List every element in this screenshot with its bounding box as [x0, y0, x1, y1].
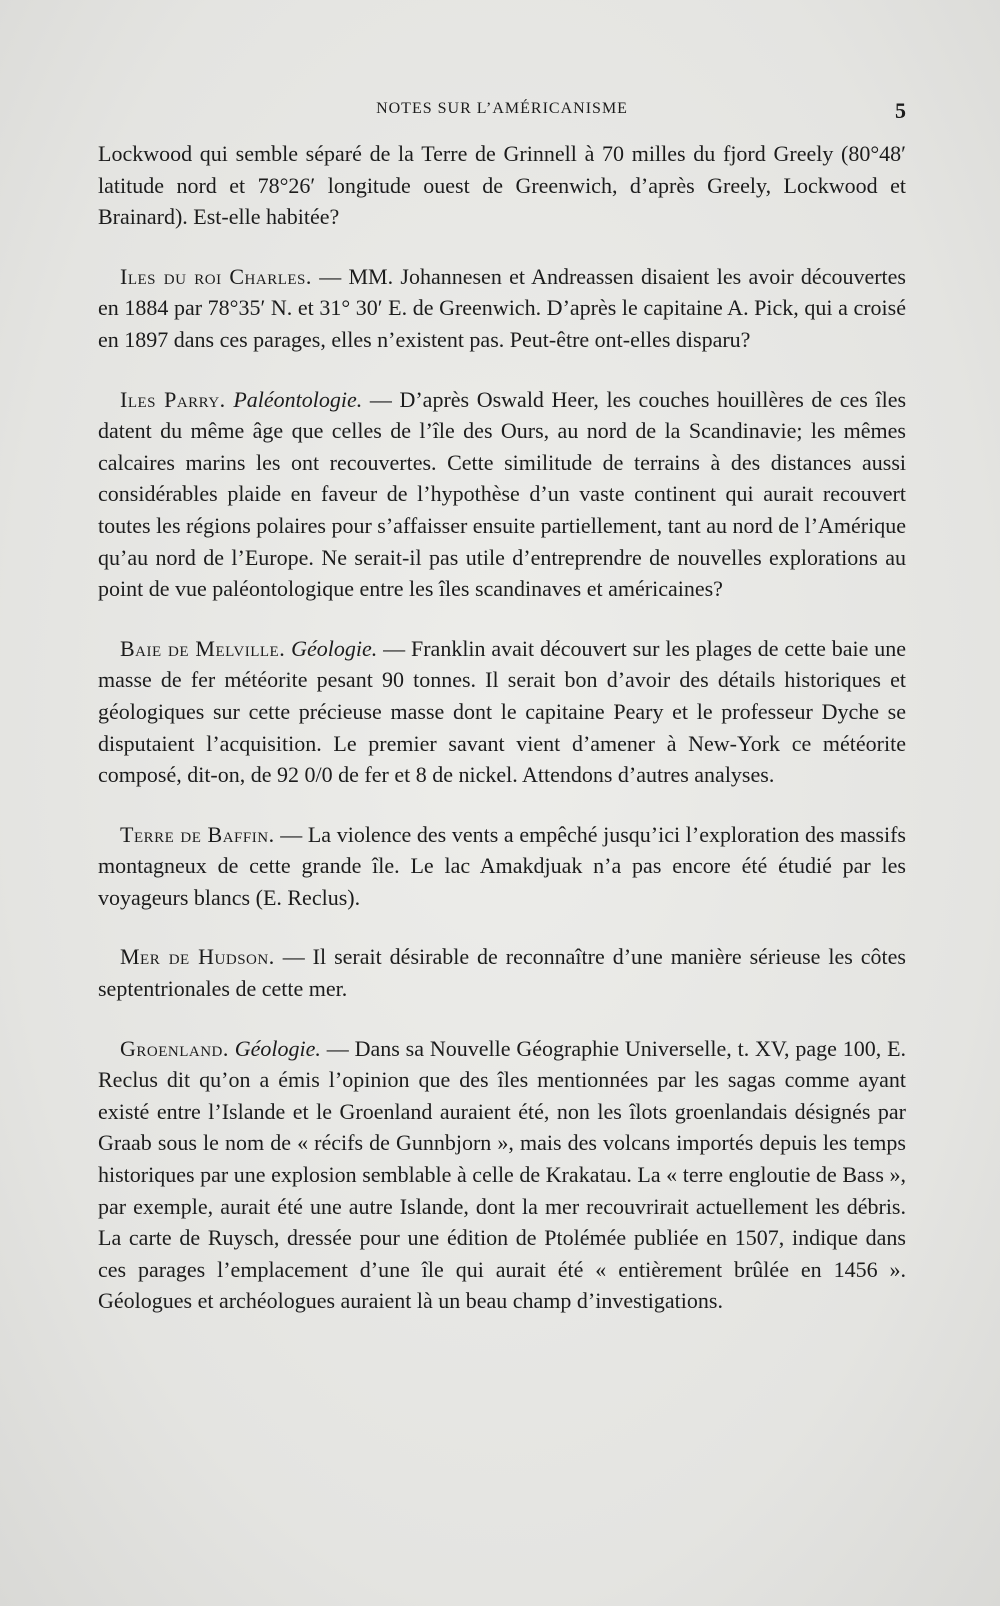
- section-heading: Iles Parry.: [120, 386, 226, 412]
- paragraph-text: — Franklin avait découvert sur les plages de cette baie une masse de fer météorite pesant 90 tonnes. Il serait bon d’avoir des détails historiques et géologiques sur cette précieuse masse dont le capitaine Peary et le professeur Dyche se disputaient l’acquisition. Le premier savant vient d’amener à New-York ce météorite composé, dit-on, de 92 0/0 de fer et 8 de nickel. Attendons d’autres analyses.: [98, 635, 907, 788]
- section-heading: Groenland.: [120, 1035, 229, 1061]
- section-heading: Iles du roi Charles.: [120, 263, 312, 289]
- paragraph-groenland: [98, 1033, 906, 1317]
- section-heading: Terre de Baffin.: [120, 821, 275, 847]
- paragraph-terre-de-baffin: [98, 819, 906, 914]
- section-heading: Mer de Hudson.: [120, 944, 275, 970]
- paragraph-text: — Il serait désirable de reconnaître d’une manière sérieuse les côtes septentrionales de cette mer.: [98, 944, 906, 1002]
- body-text: [98, 138, 906, 1345]
- paragraph-iles-du-roi-charles: [98, 261, 906, 356]
- section-topic: Paléontologie.: [233, 386, 363, 412]
- paragraph-mer-de-hudson: [98, 941, 906, 1004]
- running-head: NOTES SUR L’AMÉRICANISME: [376, 100, 628, 117]
- paragraph-text: — Dans sa Nouvelle Géographie Universelle, t. XV, page 100, E. Reclus dit qu’on a émis l’opinion que des îles mentionnées par les sagas comme ayant existé entre l’Islande et le Groenland auraient été, non les îlots groenlandais désignés par Graab sous le nom de « récifs de Gunnbjorn », mais des volcans importés depuis les temps historiques par une explosion semblable à celle de Krakatau. La « terre engloutie de Bass », par exemple, aurait été une autre Islande, dont la mer recouvrirait actuellement les débris. La carte de Ruysch, dressée pour une édition de Ptolémée publiée en 1507, indique dans ces parages l’emplacement d’une île qui aurait été « entièrement brûlée en 1456 ». Géologues et archéologues auraient là un beau champ d’investigations.: [98, 1035, 907, 1314]
- paragraph-iles-parry: [98, 384, 906, 605]
- paragraph-baie-de-melville: [98, 633, 906, 791]
- paragraph-text: Lockwood qui semble séparé de la Terre de Grinnell à 70 milles du fjord Greely (80°48′ latitude nord et 78°26′ longitude ouest de Greenwich, d’après Greely, Lockwood et Brainard). Est-elle habitée?: [98, 141, 906, 230]
- paragraph-text: — La violence des vents a empêché jusqu’ici l’exploration des massifs montagneux de cette grande île. Le lac Amakdjuak n’a pas encore été étudié par les voyageurs blancs (E. Reclus).: [98, 821, 906, 910]
- paragraph-text: — MM. Johannesen et Andreassen disaient les avoir découvertes en 1884 par 78°35′ N. et 31° 30′ E. de Greenwich. D’après le capitaine A. Pick, qui a croisé en 1897 dans ces parages, elles n’existent pas. Peut-être ont-elles disparu?: [98, 263, 906, 352]
- page-header: [98, 100, 906, 126]
- paragraph-text: — D’après Oswald Heer, les couches houillères de ces îles datent du même âge que celles de l’île des Ours, au nord de la Scandinavie; les mêmes calcaires marins les ont recouvertes. Cette similitude de terrains à des distances aussi considérables plaide en faveur de l’hypothèse d’un vaste continent qui aurait recouvert toutes les régions polaires pour s’affaisser ensuite partiellement, tant au nord de l’Amérique qu’au nord de l’Europe. Ne serait-il pas utile d’entreprendre de nouvelles explorations au point de vue paléontologique entre les îles scandinaves et américaines?: [98, 386, 907, 602]
- section-topic: Géologie.: [291, 635, 378, 661]
- section-topic: Géologie.: [234, 1035, 321, 1061]
- page-number: 5: [895, 98, 906, 123]
- paragraph-lockwood: [98, 138, 906, 233]
- section-heading: Baie de Melville.: [120, 635, 286, 661]
